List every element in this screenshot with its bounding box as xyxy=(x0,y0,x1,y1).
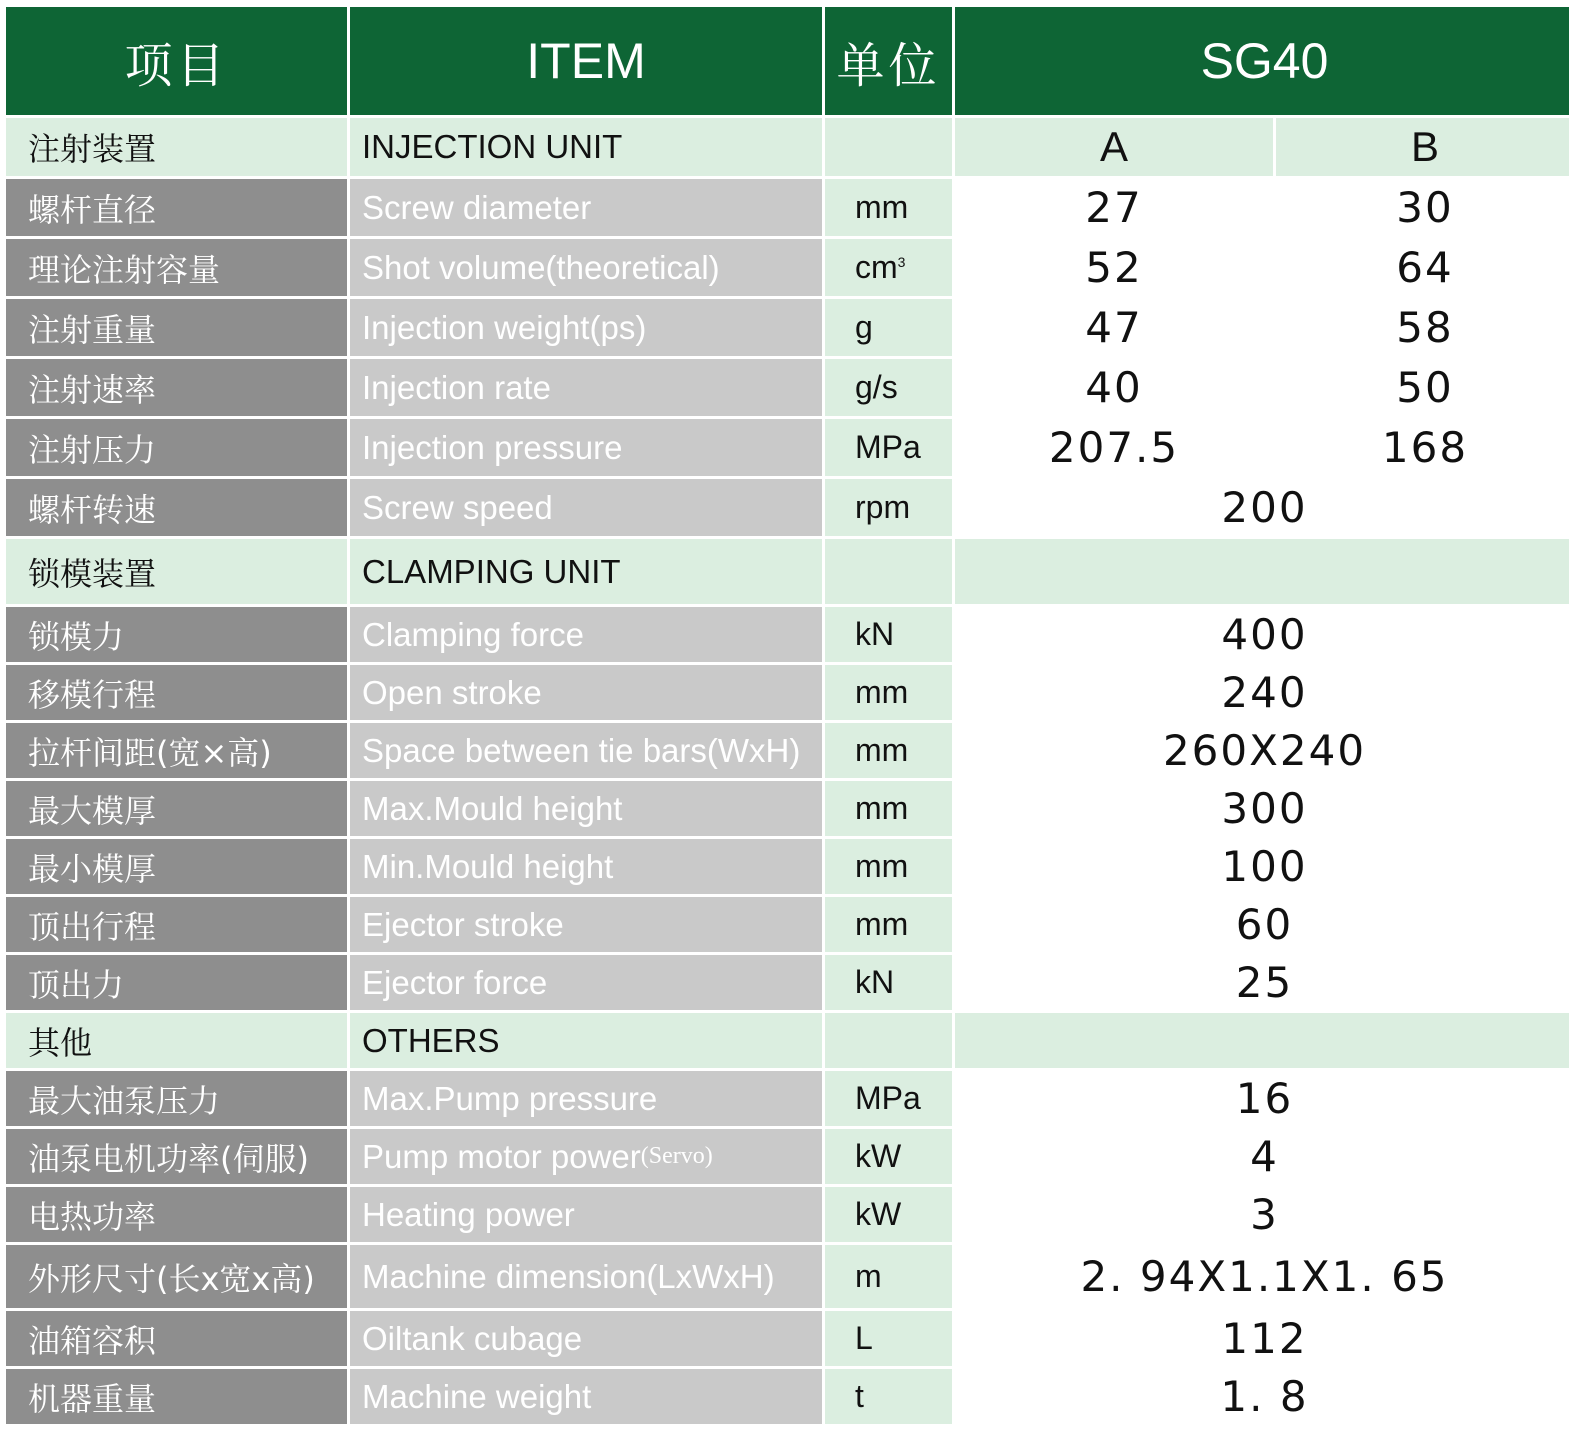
row-value: 4 xyxy=(955,1129,1569,1184)
section-others-en: OTHERS xyxy=(350,1013,822,1068)
row-unit: MPa xyxy=(825,419,952,476)
row-value: 16 xyxy=(955,1071,1569,1126)
section-injection-cn: 注射装置 xyxy=(6,118,347,176)
row-label-en: Clamping force xyxy=(350,607,822,662)
row-label-cn: 最大油泵压力 xyxy=(6,1071,347,1126)
row-label-en: Max.Mould height xyxy=(350,781,822,836)
row-label-en: Injection pressure xyxy=(350,419,822,476)
spec-sheet xyxy=(6,7,1569,1435)
row-unit: t xyxy=(825,1369,952,1424)
section-injection-unit xyxy=(825,118,952,176)
row-value: 240 xyxy=(955,665,1569,720)
row-value: 100 xyxy=(955,839,1569,894)
row-label-en: Machine dimension(LxWxH) xyxy=(350,1245,822,1308)
row-label-en-text: Pump motor power xyxy=(362,1137,641,1175)
row-label-cn: 油泵电机功率(伺服) xyxy=(6,1129,347,1184)
row-label-cn: 外形尺寸(长x宽x高) xyxy=(6,1245,347,1308)
row-label-cn: 注射重量 xyxy=(6,299,347,356)
row-value: 2. 94X1.1X1. 65 xyxy=(955,1245,1569,1308)
row-unit: MPa xyxy=(825,1071,952,1126)
unit-text: cm xyxy=(855,249,898,285)
row-unit: mm xyxy=(825,723,952,778)
row-label-en: Ejector stroke xyxy=(350,897,822,952)
row-label-en: Injection weight(ps) xyxy=(350,299,822,356)
row-unit: kW xyxy=(825,1129,952,1184)
row-label-cn: 注射速率 xyxy=(6,359,347,416)
column-b-label: B xyxy=(1276,118,1569,176)
row-unit: mm xyxy=(825,839,952,894)
row-label-en: Machine weight xyxy=(350,1369,822,1424)
row-label-en xyxy=(350,1129,822,1184)
row-label-en: Shot volume(theoretical) xyxy=(350,239,822,296)
row-label-en: Screw diameter xyxy=(350,179,822,236)
row-label-cn: 拉杆间距(宽×高) xyxy=(6,723,347,778)
row-label-en: Space between tie bars(WxH) xyxy=(350,723,822,778)
row-value: 1. 8 xyxy=(955,1369,1569,1424)
row-label-cn: 顶出力 xyxy=(6,955,347,1010)
section-injection-en: INJECTION UNIT xyxy=(350,118,822,176)
row-label-cn: 理论注射容量 xyxy=(6,239,347,296)
row-value-a: 52 xyxy=(955,239,1273,296)
row-value: 300 xyxy=(955,781,1569,836)
row-unit: mm xyxy=(825,665,952,720)
row-label-en: Ejector force xyxy=(350,955,822,1010)
row-unit: kW xyxy=(825,1187,952,1242)
row-label-cn: 顶出行程 xyxy=(6,897,347,952)
row-label-cn: 机器重量 xyxy=(6,1369,347,1424)
header-model: SG40 xyxy=(955,7,1569,115)
row-label-en: Min.Mould height xyxy=(350,839,822,894)
header-item-cn: 项目 xyxy=(6,7,347,115)
row-label-cn: 油箱容积 xyxy=(6,1311,347,1366)
row-label-en-small: (Servo) xyxy=(640,1143,713,1169)
row-label-en: Open stroke xyxy=(350,665,822,720)
row-unit: g/s xyxy=(825,359,952,416)
row-value-a: 40 xyxy=(955,359,1273,416)
row-label-cn: 最小模厚 xyxy=(6,839,347,894)
row-unit: mm xyxy=(825,897,952,952)
row-unit: g xyxy=(825,299,952,356)
row-unit: kN xyxy=(825,955,952,1010)
row-value: 25 xyxy=(955,955,1569,1010)
row-value-a: 47 xyxy=(955,299,1273,356)
row-unit: kN xyxy=(825,607,952,662)
row-unit: m xyxy=(825,1245,952,1308)
row-label-cn: 电热功率 xyxy=(6,1187,347,1242)
section-others-unit xyxy=(825,1013,952,1068)
section-clamping-en: CLAMPING UNIT xyxy=(350,539,822,604)
header-item-en: ITEM xyxy=(350,7,822,115)
row-label-en: Injection rate xyxy=(350,359,822,416)
row-unit: mm xyxy=(825,781,952,836)
header-unit: 单位 xyxy=(825,7,952,115)
row-value: 60 xyxy=(955,897,1569,952)
row-label-en: Oiltank cubage xyxy=(350,1311,822,1366)
row-unit: L xyxy=(825,1311,952,1366)
row-value: 400 xyxy=(955,607,1569,662)
row-value-b: 30 xyxy=(1276,179,1569,236)
row-unit: rpm xyxy=(825,479,952,536)
row-value: 260X240 xyxy=(955,723,1569,778)
row-value-a: 207.5 xyxy=(955,419,1273,476)
section-others-cn: 其他 xyxy=(6,1013,347,1068)
row-label-en: Heating power xyxy=(350,1187,822,1242)
row-label-en: Max.Pump pressure xyxy=(350,1071,822,1126)
spec-table xyxy=(6,7,1569,1424)
row-label-cn: 注射压力 xyxy=(6,419,347,476)
row-label-cn: 最大模厚 xyxy=(6,781,347,836)
section-clamping-unit xyxy=(825,539,952,604)
row-value-b: 50 xyxy=(1276,359,1569,416)
row-value: 3 xyxy=(955,1187,1569,1242)
row-value-b: 168 xyxy=(1276,419,1569,476)
section-clamping-cn: 锁模装置 xyxy=(6,539,347,604)
row-label-cn: 移模行程 xyxy=(6,665,347,720)
section-others-value xyxy=(955,1013,1569,1068)
row-value-b: 64 xyxy=(1276,239,1569,296)
row-unit xyxy=(825,239,952,296)
row-value: 112 xyxy=(955,1311,1569,1366)
row-value-a: 27 xyxy=(955,179,1273,236)
row-value-b: 58 xyxy=(1276,299,1569,356)
unit-superscript: 3 xyxy=(897,253,906,270)
row-label-cn: 螺杆转速 xyxy=(6,479,347,536)
section-clamping-value xyxy=(955,539,1569,604)
row-value: 200 xyxy=(955,479,1569,536)
row-label-cn: 锁模力 xyxy=(6,607,347,662)
row-unit: mm xyxy=(825,179,952,236)
row-label-en: Screw speed xyxy=(350,479,822,536)
row-label-cn: 螺杆直径 xyxy=(6,179,347,236)
column-a-label: A xyxy=(955,118,1273,176)
